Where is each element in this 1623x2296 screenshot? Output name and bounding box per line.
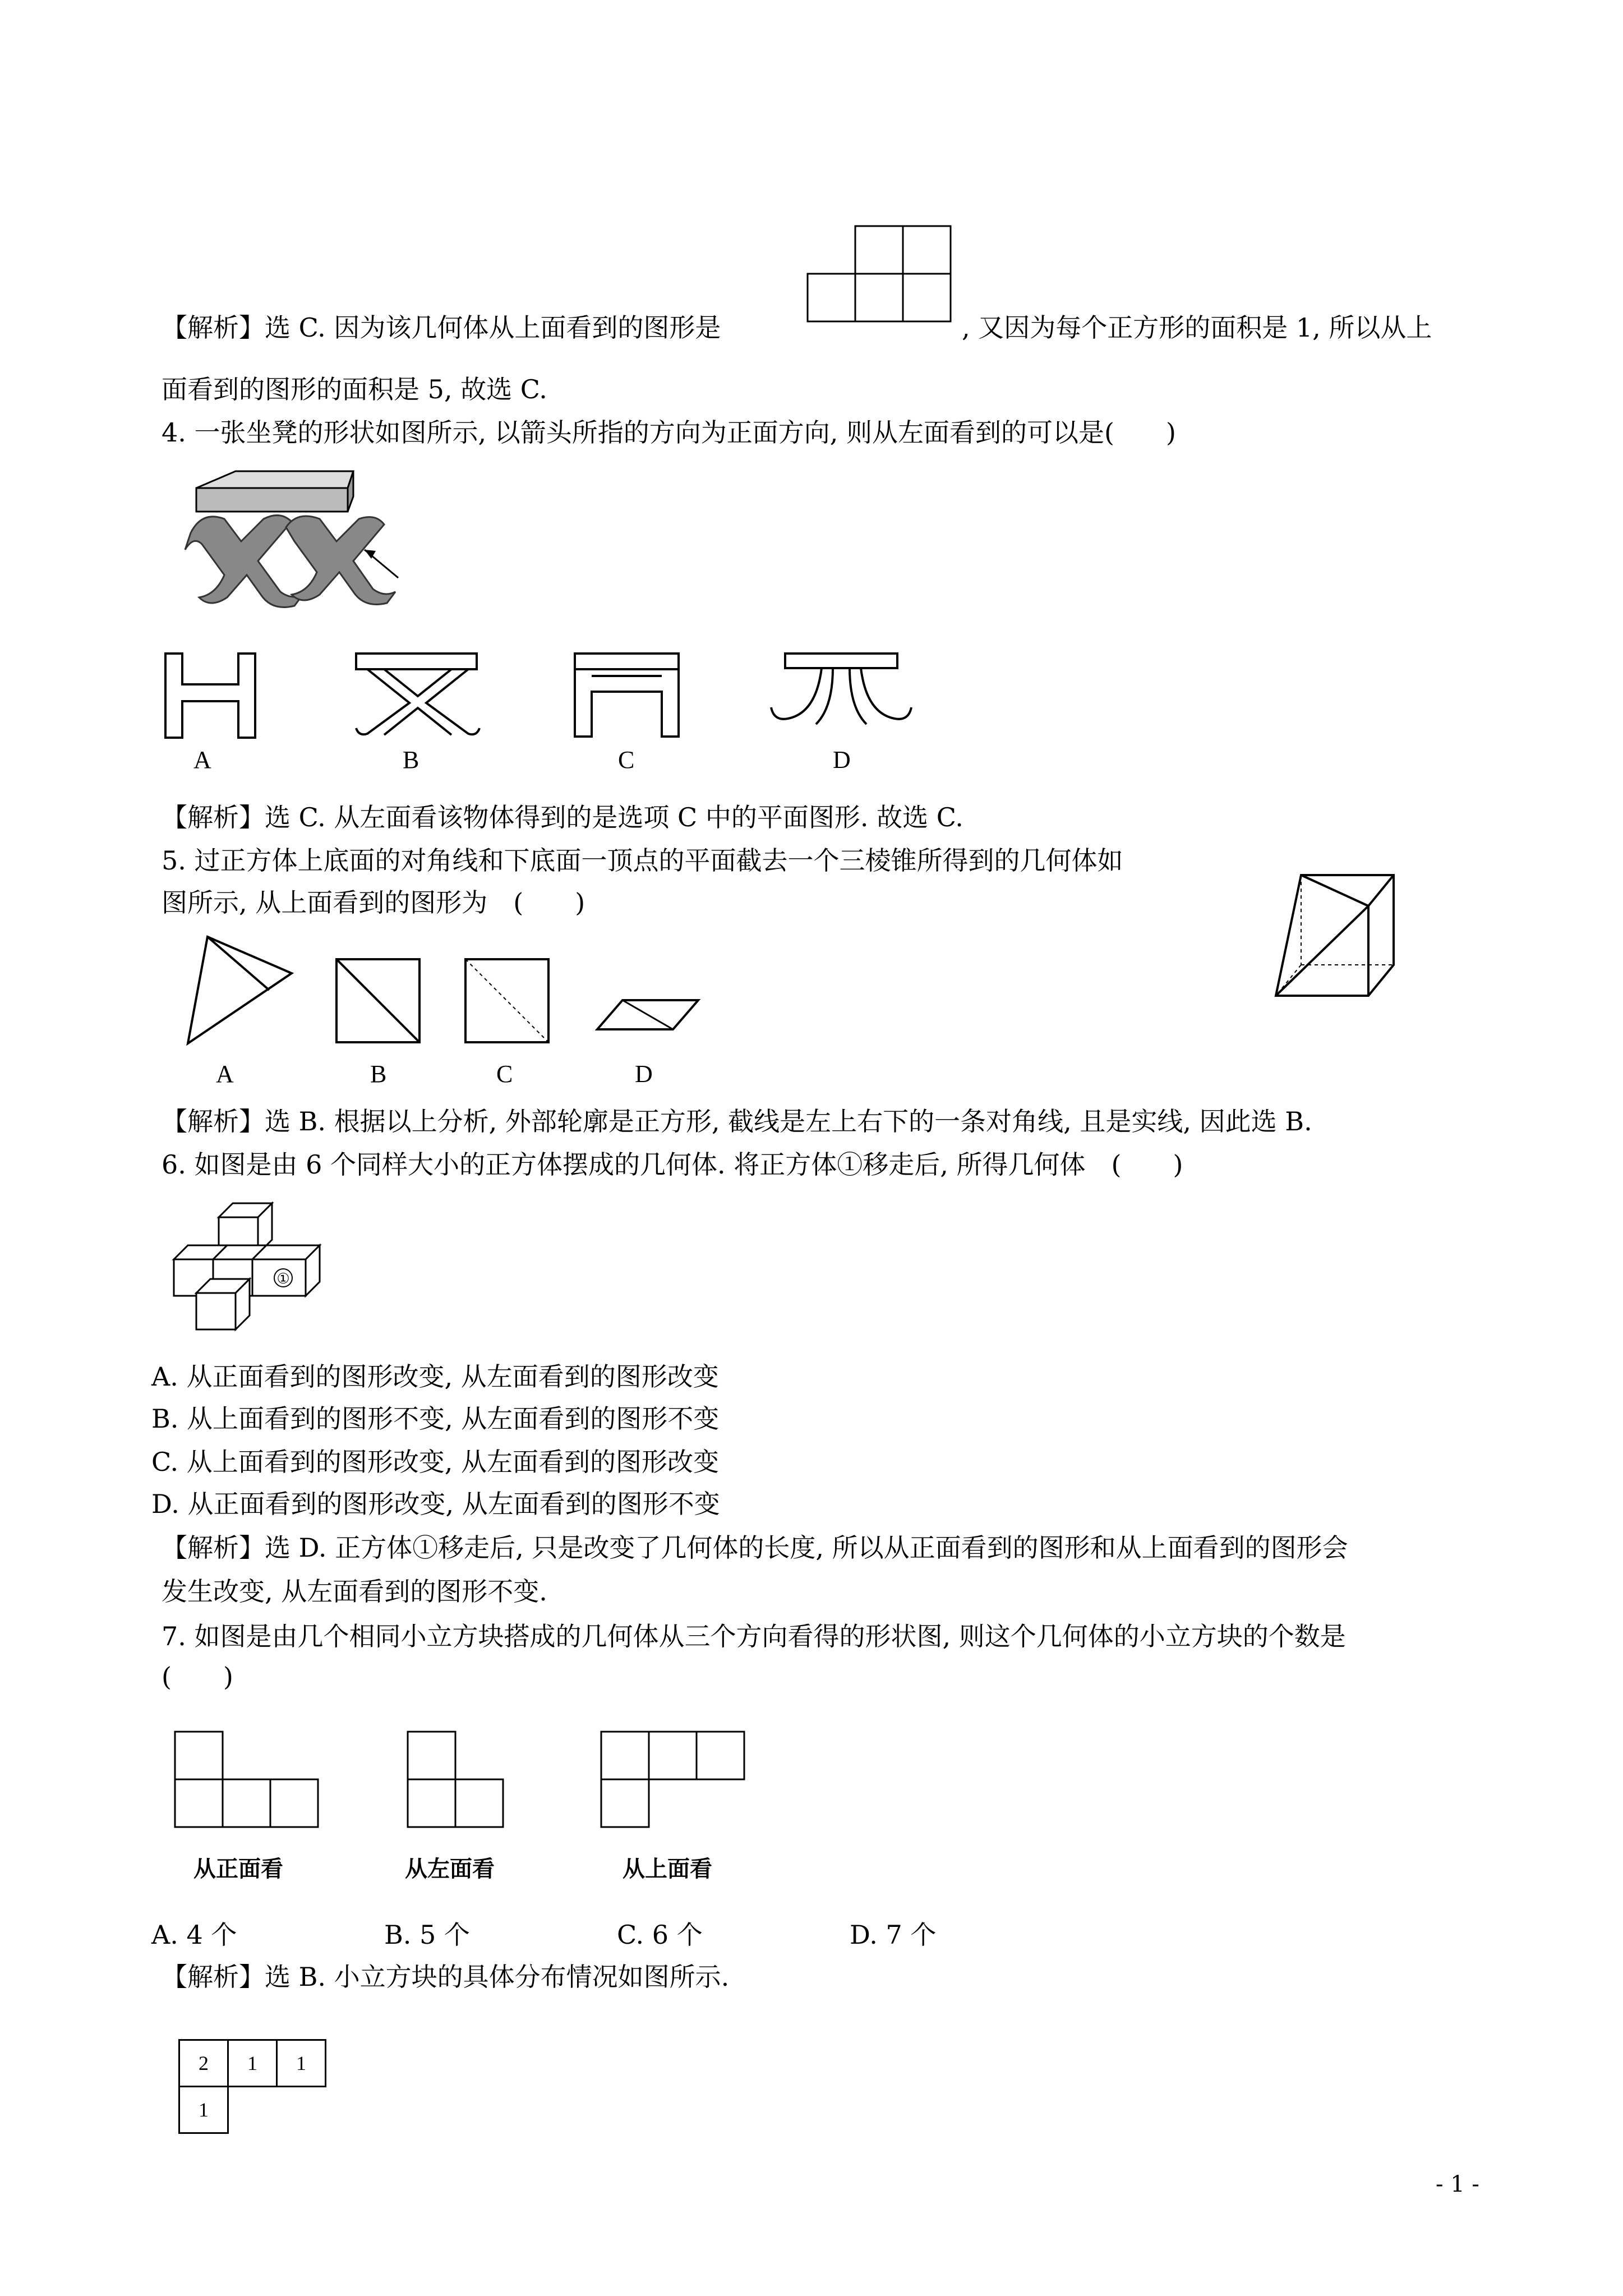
q6-choice-b: B. 从上面看到的图形不变, 从左面看到的图形不变 (151, 1404, 720, 1434)
q6-choice-d: D. 从正面看到的图形改变, 从左面看到的图形不变 (151, 1489, 720, 1519)
q7-left-view-figure (407, 1731, 508, 1832)
q7-choice-d: D. 7 个 (850, 1920, 937, 1950)
q6-question: 6. 如图是由 6 个同样大小的正方体摆成的几何体. 将正方体①移走后, 所得几何体 ( ) (162, 1149, 1183, 1180)
q7-left-view-label: 从左面看 (405, 1856, 495, 1882)
q7-question-line1: 7. 如图是由几个相同小立方块搭成的几何体从三个方向看得的形状图, 则这个几何体的小立方块的个数是 (162, 1621, 1346, 1651)
q3-top-view-figure (808, 223, 953, 324)
q7-choice-c: C. 6 个 (617, 1920, 703, 1950)
q6-analysis-line1: 【解析】选 D. 正方体①移走后, 只是改变了几何体的长度, 所以从正面看到的图形和从上面看到的图形会 (162, 1533, 1348, 1563)
q4-option-a-figure (163, 651, 264, 740)
q5-option-a-figure (185, 934, 297, 1052)
q4-stool-figure (185, 466, 409, 600)
q4-option-c-label: C (618, 746, 635, 774)
q7-analysis: 【解析】选 B. 小立方块的具体分布情况如图所示. (162, 1962, 730, 1992)
q3-analysis-line1-a: 【解析】选 C. 因为该几何体从上面看到的图形是 (162, 312, 721, 343)
q6-choice-c: C. 从上面看到的图形改变, 从左面看到的图形改变 (151, 1447, 720, 1477)
q7-front-view-label: 从正面看 (193, 1856, 283, 1882)
q7-top-view-figure (600, 1731, 746, 1832)
q4-option-b-label: B (403, 746, 419, 774)
q4-option-d-label: D (833, 746, 851, 774)
q5-option-c-figure (463, 956, 552, 1046)
q5-option-d-label: D (635, 1060, 653, 1088)
q6-cube-label: ① (276, 1271, 290, 1287)
q4-option-b-figure (353, 651, 482, 740)
q7-grid-cell: 1 (227, 2039, 278, 2087)
q3-analysis-line1-b: , 又因为每个正方形的面积是 1, 所以从上 (962, 312, 1432, 343)
q4-option-d-figure (768, 651, 914, 740)
q7-question-line2: ( ) (162, 1662, 233, 1692)
q4-analysis: 【解析】选 C. 从左面看该物体得到的是选项 C 中的平面图形. 故选 C. (162, 802, 963, 832)
q5-option-b-figure (334, 956, 423, 1046)
q4-question: 4. 一张坐凳的形状如图所示, 以箭头所指的方向为正面方向, 则从左面看到的可以是( ) (162, 417, 1176, 448)
q5-option-d-figure (594, 996, 701, 1035)
q7-grid-cell: 2 (178, 2039, 229, 2087)
q7-front-view-figure (174, 1731, 320, 1832)
q5-question-line2: 图所示, 从上面看到的图形为 ( ) (162, 887, 585, 918)
q6-cubes-figure (168, 1195, 336, 1335)
q4-option-c-figure (572, 651, 684, 740)
q5-analysis: 【解析】选 B. 根据以上分析, 外部轮廓是正方形, 截线是左上右下的一条对角线, 且是实线, 因此选 B. (162, 1106, 1312, 1137)
page-number: - 1 - (1436, 2171, 1479, 2197)
q7-grid-cell: 1 (178, 2086, 229, 2134)
q7-choice-b: B. 5 个 (384, 1920, 470, 1950)
q5-option-b-label: B (370, 1060, 387, 1088)
q7-grid-cell: 1 (276, 2039, 326, 2087)
q5-option-c-label: C (496, 1060, 513, 1088)
q6-choice-a: A. 从正面看到的图形改变, 从左面看到的图形改变 (151, 1361, 719, 1392)
q4-option-a-label: A (193, 746, 211, 774)
q6-analysis-line2: 发生改变, 从左面看到的图形不变. (162, 1576, 547, 1607)
q5-cut-cube-figure (1273, 864, 1402, 999)
q3-analysis-line2: 面看到的图形的面积是 5, 故选 C. (162, 374, 547, 404)
q7-top-view-label: 从上面看 (623, 1856, 712, 1882)
q5-question-line1: 5. 过正方体上底面的对角线和下底面一顶点的平面截去一个三棱锥所得到的几何体如 (162, 845, 1123, 876)
q5-option-a-label: A (216, 1060, 234, 1088)
q7-choice-a: A. 4 个 (151, 1920, 237, 1950)
